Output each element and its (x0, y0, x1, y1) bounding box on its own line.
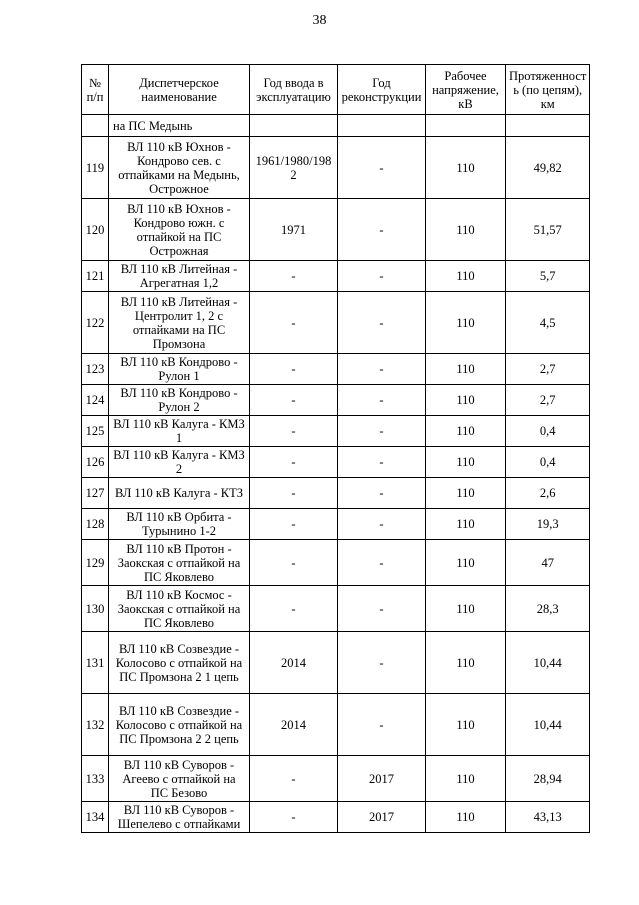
cell-year-in: - (250, 478, 338, 509)
cell-year-in: - (250, 540, 338, 586)
cell-voltage: 110 (426, 540, 506, 586)
cell-length: 51,57 (506, 199, 590, 261)
cell-year-rec: - (338, 416, 426, 447)
table-row (82, 199, 590, 261)
cell-voltage: 110 (426, 756, 506, 802)
cell-num: 127 (82, 478, 109, 509)
cell-voltage: 110 (426, 354, 506, 385)
cell-name: ВЛ 110 кВ Созвездие - Колосово с отпайкой на ПС Промзона 2 2 цепь (109, 694, 250, 756)
cell-name: ВЛ 110 кВ Юхнов - Кондрово южн. с отпайкой на ПС Острожная (109, 199, 250, 261)
table-row (82, 802, 590, 833)
table-row (82, 694, 590, 756)
cell-num: 125 (82, 416, 109, 447)
cell-num: 121 (82, 261, 109, 292)
cell-year-rec: - (338, 354, 426, 385)
cell-year-rec: - (338, 540, 426, 586)
table-row (82, 478, 590, 509)
cell-name: ВЛ 110 кВ Протон - Заокская с отпайкой на ПС Яковлево (109, 540, 250, 586)
table-row (82, 586, 590, 632)
cell-year-rec: - (338, 199, 426, 261)
cell-length: 47 (506, 540, 590, 586)
cell-name: ВЛ 110 кВ Калуга - КТЗ (109, 478, 250, 509)
cell-year-rec: 2017 (338, 802, 426, 833)
cell-num: 134 (82, 802, 109, 833)
cell-year-rec: - (338, 632, 426, 694)
table-header-row (82, 65, 590, 115)
cell-length: 5,7 (506, 261, 590, 292)
cell-name: ВЛ 110 кВ Созвездие - Колосово с отпайкой на ПС Промзона 2 1 цепь (109, 632, 250, 694)
cell-length: 43,13 (506, 802, 590, 833)
cell-num: 130 (82, 586, 109, 632)
cell-year-in: - (250, 385, 338, 416)
cell-year-rec: - (338, 694, 426, 756)
header-name: Диспетчерское наименование (109, 65, 250, 115)
cell-length: 2,6 (506, 478, 590, 509)
table-row (82, 632, 590, 694)
cell-year-in: - (250, 292, 338, 354)
cell-year-in: - (250, 447, 338, 478)
header-length: Протяженност ь (по цепям), км (506, 65, 590, 115)
cell-name: ВЛ 110 кВ Литейная - Центролит 1, 2 с отпайками на ПС Промзона (109, 292, 250, 354)
table-row (82, 509, 590, 540)
cell-num: 132 (82, 694, 109, 756)
cell-name: ВЛ 110 кВ Кондрово - Рулон 1 (109, 354, 250, 385)
cell-num: 122 (82, 292, 109, 354)
table-row (82, 354, 590, 385)
cell-num: 128 (82, 509, 109, 540)
cell-year-rec: 2017 (338, 756, 426, 802)
cell-voltage: 110 (426, 802, 506, 833)
cell-length: 2,7 (506, 385, 590, 416)
cell-year-rec: - (338, 137, 426, 199)
header-voltage: Рабочее напряжение, кВ (426, 65, 506, 115)
cell-num: 126 (82, 447, 109, 478)
cell-length: 4,5 (506, 292, 590, 354)
cell-year-rec: - (338, 509, 426, 540)
cell-name: ВЛ 110 кВ Калуга - КМЗ 2 (109, 447, 250, 478)
cell-voltage: 110 (426, 447, 506, 478)
cell-length: 0,4 (506, 416, 590, 447)
cell-length: 0,4 (506, 447, 590, 478)
continuation-row (82, 115, 590, 137)
cell-year-in: - (250, 354, 338, 385)
cell-year-rec: - (338, 292, 426, 354)
cell-num: 119 (82, 137, 109, 199)
cell-year-in: - (250, 416, 338, 447)
page-number: 38 (312, 13, 327, 28)
cell-name: ВЛ 110 кВ Суворов - Агеево с отпайкой на ПС Безово (109, 756, 250, 802)
table-row (82, 385, 590, 416)
table-row (82, 416, 590, 447)
header-year-in: Год ввода в эксплуатацию (250, 65, 338, 115)
cell-voltage: 110 (426, 509, 506, 540)
table-row (82, 137, 590, 199)
header-year-rec: Год реконструкции (338, 65, 426, 115)
cell-num: 120 (82, 199, 109, 261)
cell-voltage: 110 (426, 416, 506, 447)
continuation-name: на ПС Медынь (109, 115, 250, 137)
table-row (82, 756, 590, 802)
cell-year-in: - (250, 586, 338, 632)
cell-num: 133 (82, 756, 109, 802)
table-row (82, 292, 590, 354)
cell-year-in: - (250, 802, 338, 833)
cell-length: 19,3 (506, 509, 590, 540)
cell-name: ВЛ 110 кВ Суворов - Шепелево с отпайками (109, 802, 250, 833)
cell-name: ВЛ 110 кВ Космос - Заокская с отпайкой на ПС Яковлево (109, 586, 250, 632)
cell-length: 28,94 (506, 756, 590, 802)
cell-year-rec: - (338, 447, 426, 478)
cell-voltage: 110 (426, 137, 506, 199)
cell-voltage: 110 (426, 694, 506, 756)
table-row (82, 540, 590, 586)
cell-num: 129 (82, 540, 109, 586)
cell-length: 49,82 (506, 137, 590, 199)
cell-voltage: 110 (426, 261, 506, 292)
cell-year-in: 1961/1980/198 2 (250, 137, 338, 199)
table-row (82, 447, 590, 478)
cell-year-in: - (250, 261, 338, 292)
cell-name: ВЛ 110 кВ Орбита - Турынино 1-2 (109, 509, 250, 540)
cell-year-in: - (250, 756, 338, 802)
cell-voltage: 110 (426, 478, 506, 509)
cell-name: ВЛ 110 кВ Литейная - Агрегатная 1,2 (109, 261, 250, 292)
cell-year-rec: - (338, 385, 426, 416)
cell-length: 28,3 (506, 586, 590, 632)
cell-length: 2,7 (506, 354, 590, 385)
header-num: № п/п (82, 65, 109, 115)
power-lines-table (81, 64, 590, 833)
cell-name: ВЛ 110 кВ Кондрово - Рулон 2 (109, 385, 250, 416)
cell-year-in: 1971 (250, 199, 338, 261)
cell-name: ВЛ 110 кВ Калуга - КМЗ 1 (109, 416, 250, 447)
cell-length: 10,44 (506, 632, 590, 694)
cell-year-in: 2014 (250, 694, 338, 756)
cell-year-rec: - (338, 586, 426, 632)
cell-year-in: 2014 (250, 632, 338, 694)
cell-voltage: 110 (426, 292, 506, 354)
cell-num: 124 (82, 385, 109, 416)
table-row (82, 261, 590, 292)
cell-voltage: 110 (426, 586, 506, 632)
cell-num: 131 (82, 632, 109, 694)
cell-year-rec: - (338, 478, 426, 509)
cell-voltage: 110 (426, 632, 506, 694)
cell-length: 10,44 (506, 694, 590, 756)
cell-voltage: 110 (426, 385, 506, 416)
cell-voltage: 110 (426, 199, 506, 261)
cell-year-in: - (250, 509, 338, 540)
cell-name: ВЛ 110 кВ Юхнов - Кондрово сев. с отпайками на Медынь, Острожное (109, 137, 250, 199)
cell-year-rec: - (338, 261, 426, 292)
cell-num: 123 (82, 354, 109, 385)
